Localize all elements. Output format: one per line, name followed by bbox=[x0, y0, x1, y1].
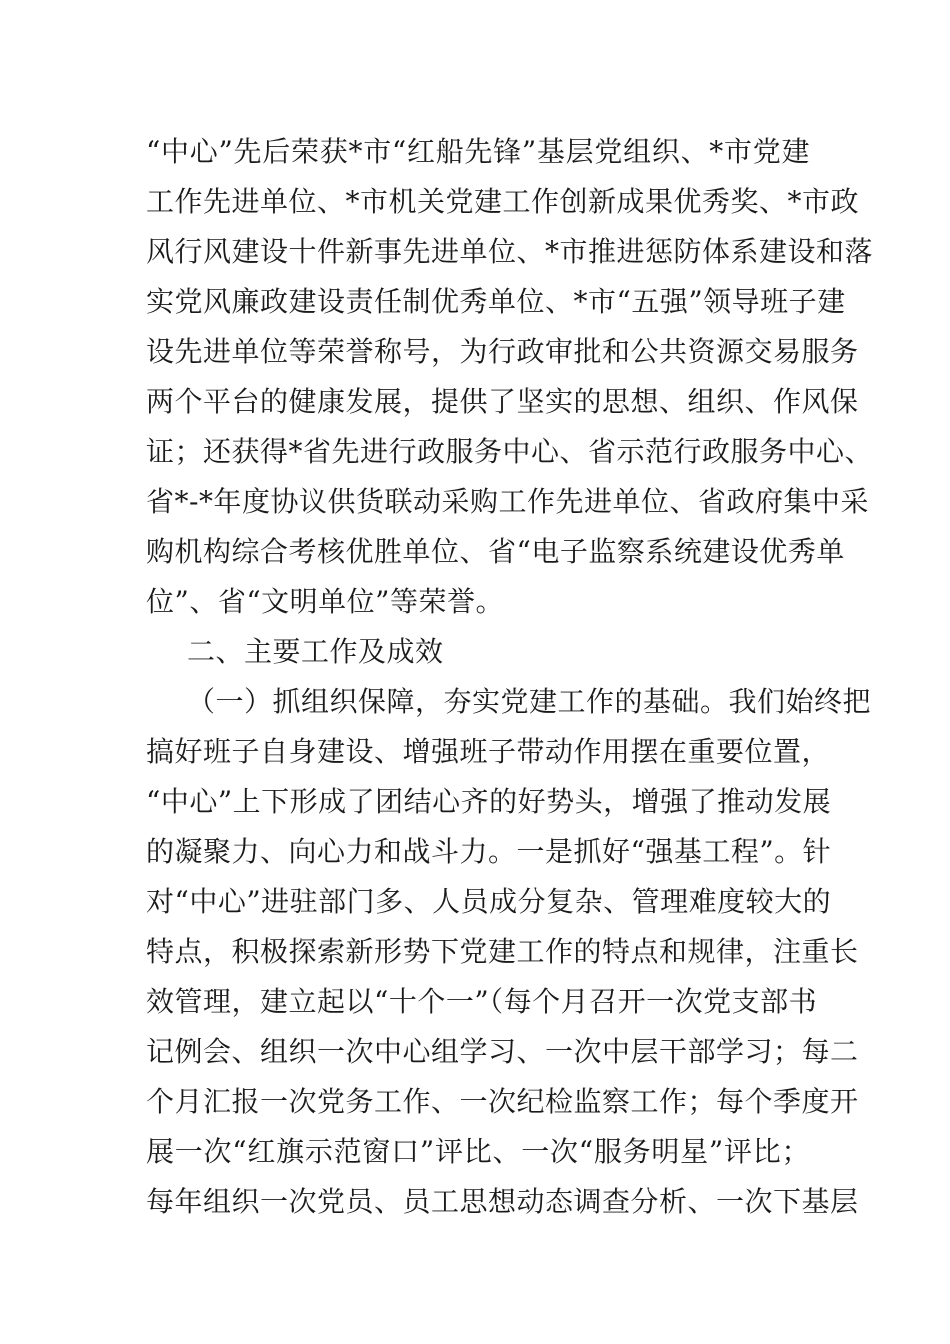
paragraph-organization bbox=[146, 677, 872, 1227]
paragraph-line: 风行风建设十件新事先进单位、*市推进惩防体系建设和落 bbox=[146, 235, 874, 268]
paragraph-line: 展一次“红旗示范窗口”评比、一次“服务明星”评比； bbox=[146, 1135, 810, 1168]
heading-text: 二、主要工作及成效 bbox=[187, 635, 444, 668]
section-heading bbox=[187, 627, 810, 677]
paragraph-line: 设先进单位等荣誉称号，为行政审批和公共资源交易服务 bbox=[146, 335, 859, 368]
paragraph-line: 特点，积极探索新形势下党建工作的特点和规律，注重长 bbox=[146, 935, 859, 968]
paragraph-line: 效管理，建立起以“十个一”（每个月召开一次党支部书 bbox=[146, 985, 818, 1018]
paragraph-honors bbox=[146, 127, 874, 627]
paragraph-line: 记例会、组织一次中心组学习、一次中层干部学习；每二 bbox=[146, 1035, 859, 1068]
paragraph-line: 购机构综合考核优胜单位、省“电子监察系统建设优秀单 bbox=[146, 535, 845, 568]
paragraph-line: “中心”上下形成了团结心齐的好势头，增强了推动发展 bbox=[146, 785, 832, 818]
paragraph-line: 实党风廉政建设责任制优秀单位、*市“五强”领导班子建 bbox=[146, 285, 846, 318]
paragraph-line: 省*-*年度协议供货联动采购工作先进单位、省政府集中采 bbox=[146, 485, 869, 518]
paragraph-line: 工作先进单位、*市机关党建工作创新成果优秀奖、*市政 bbox=[146, 185, 860, 218]
paragraph-line: 每年组织一次党员、员工思想动态调查分析、一次下基层 bbox=[146, 1185, 859, 1218]
paragraph-line: 的凝聚力、向心力和战斗力。一是抓好“强基工程”。针 bbox=[146, 835, 832, 868]
paragraph-line: 证；还获得*省先进行政服务中心、省示范行政服务中心、 bbox=[146, 435, 874, 468]
paragraph-line: 对“中心”进驻部门多、人员成分复杂、管理难度较大的 bbox=[146, 885, 832, 918]
paragraph-line: 个月汇报一次党务工作、一次纪检监察工作；每个季度开 bbox=[146, 1085, 859, 1118]
paragraph-line: “中心”先后荣获*市“红船先锋”基层党组织、*市党建 bbox=[146, 135, 810, 168]
paragraph-line: 两个平台的健康发展，提供了坚实的思想、组织、作风保 bbox=[146, 385, 859, 418]
paragraph-line: 搞好班子自身建设、增强班子带动作用摆在重要位置， bbox=[146, 735, 831, 768]
paragraph-line: 位”、省“文明单位”等荣誉。 bbox=[146, 585, 504, 618]
paragraph-line: （一）抓组织保障，夯实党建工作的基础。我们始终把 bbox=[187, 685, 872, 718]
